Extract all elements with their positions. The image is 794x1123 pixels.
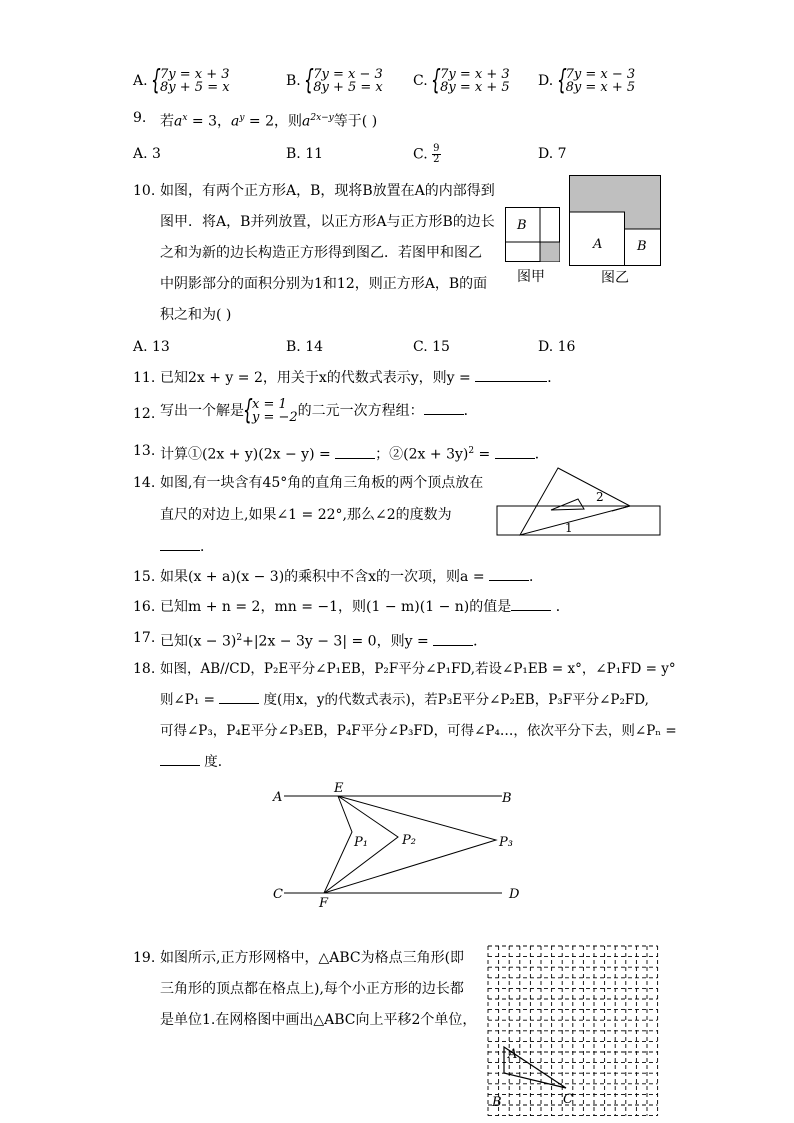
q15-number: 15.: [133, 569, 156, 585]
fig-yi-label-b: B: [637, 239, 647, 254]
q14-answer-line: ．: [160, 537, 214, 557]
label-A: A: [273, 790, 283, 805]
q19-line: 如图所示,正方形网格中，△ABC为格点三角形(即: [160, 950, 465, 966]
q11-number: 11.: [133, 370, 156, 386]
q14-angle-2-label: 2: [596, 490, 604, 504]
q10-option-d[interactable]: D. 16: [538, 339, 576, 355]
label-P1: P₁: [354, 835, 368, 850]
q19-number: 19.: [133, 950, 156, 966]
label-D: D: [509, 887, 520, 902]
q18-answer-blank-1[interactable]: [219, 691, 259, 704]
label-B: B: [502, 791, 512, 806]
q17-answer-blank[interactable]: [433, 633, 473, 646]
fig-yi-label-a: A: [593, 237, 603, 252]
q14-angle-1-label: 1: [565, 521, 573, 535]
label-C: C: [563, 1092, 573, 1107]
q10-option-c[interactable]: C. 15: [413, 339, 450, 355]
q9-option-a[interactable]: A. 3: [133, 146, 161, 162]
label-P2: P₂: [402, 833, 416, 848]
label-P3: P₃: [499, 835, 513, 850]
q14-line: 直尺的对边上,如果∠1 = 22°,那么∠2的度数为: [160, 507, 452, 523]
q12-number: 12.: [133, 406, 156, 422]
q18-line-3: 可得∠P₃，P₄E平分∠P₃EB，P₄F平分∠P₃FD，可得∠P₄…，依次平分下去，则∠Pₙ =: [160, 723, 677, 739]
q10-line: 图甲．将A，B并列放置，以正方形A与正方形B的边长: [160, 214, 495, 230]
label-F: F: [319, 896, 329, 911]
q13-answer-blank-2[interactable]: [495, 446, 535, 459]
q10-number: 10.: [133, 183, 156, 199]
q11-stem: 已知2x + y = 2，用关于x的代数式表示y，则y = ．: [160, 370, 562, 386]
label-C: C: [273, 887, 283, 902]
q13-number: 13.: [133, 443, 156, 459]
label-B: B: [492, 1095, 502, 1110]
q9-option-d[interactable]: D. 7: [538, 146, 567, 162]
q16-answer-blank[interactable]: [511, 598, 551, 611]
figure-jia: [505, 207, 561, 263]
q9-option-c[interactable]: C. $\frac{9}{2}$: [413, 143, 440, 165]
q13-answer-blank-1[interactable]: [335, 446, 375, 459]
q16-number: 16.: [133, 599, 156, 615]
figure-parallel-lines: [270, 780, 530, 911]
fig-jia-label-b: B: [517, 218, 527, 233]
figure-jia-caption: 图甲: [517, 269, 545, 285]
label-A: A: [508, 1047, 518, 1062]
q8-option-b[interactable]: B. { 7y = x − 3 8y + 5 = x: [286, 68, 383, 94]
q9-stem: 若$a^x = 3$，$a^y = 2$，则$a^{2x-y}$等于( ): [160, 113, 378, 130]
q16-stem: 已知m + n = 2，mn = −1，则(1 − m)(1 − n)的值是 ．: [160, 599, 570, 615]
q10-line: 之和为新的边长构造正方形得到图乙．若图甲和图乙: [160, 245, 482, 261]
q18-number: 18.: [133, 661, 156, 677]
q9-option-b[interactable]: B. 11: [286, 146, 324, 162]
q17-stem: 已知$(x - 3)^2+|2x - 3y - 3| = 0$，则y = ．: [160, 633, 488, 650]
q15-stem: 如果(x + a)(x − 3)的乘积中不含x的一次项，则a = ．: [160, 569, 544, 585]
q12-stem: 写出一个解是{ x = 1 y = −2的二元一次方程组： ．: [160, 398, 478, 424]
q10-option-b[interactable]: B. 14: [286, 339, 324, 355]
q18-line-2: 则∠P₁ = 度(用x，y的代数式表示)，若P₃E平分∠P₂EB，P₃F平分∠P₂FD,: [160, 692, 649, 708]
q15-answer-blank[interactable]: [489, 568, 529, 581]
q8-option-a[interactable]: A. { 7y = x + 3 8y + 5 = x: [133, 68, 230, 94]
q18-line-1: 如图，AB//CD，P₂E平分∠P₁EB，P₂F平分∠P₁FD,若设∠P₁EB = x°，∠P₁FD = y°: [160, 661, 676, 677]
figure-yi-caption: 图乙: [601, 270, 629, 286]
q18-answer-blank-2[interactable]: [160, 753, 200, 766]
q8-option-c[interactable]: C. { 7y = x + 3 8y = x + 5: [413, 68, 510, 94]
q19-line: 是单位1.在网格图中画出△ABC向上平移2个单位，: [160, 1012, 477, 1028]
figure-yi: [569, 175, 662, 267]
q14-answer-blank[interactable]: [160, 538, 200, 551]
q17-number: 17.: [133, 630, 156, 646]
q10-option-a[interactable]: A. 13: [133, 339, 170, 355]
label-E: E: [334, 781, 344, 796]
q11-answer-blank[interactable]: [475, 369, 547, 382]
q10-line: 积之和为( ): [160, 307, 232, 323]
grid-lines: [488, 946, 658, 1116]
q13-stem: 计算①(2x + y)(2x − y) = ；②(2x + 3y)$^2$ = ．: [160, 446, 549, 463]
q18-line-4: 度.: [160, 752, 222, 772]
figure-ruler-triangle: [496, 466, 662, 538]
q19-line: 三角形的顶点都在格点上),每个小正方形的边长都: [160, 981, 464, 997]
q14-number: 14.: [133, 475, 156, 491]
q14-line: 如图,有一块含有45°角的直角三角板的两个顶点放在: [160, 475, 484, 491]
q12-answer-blank[interactable]: [424, 402, 464, 415]
q8-option-d[interactable]: D. { 7y = x − 3 8y = x + 5: [538, 68, 635, 94]
figure-grid: [485, 943, 660, 1121]
q9-number: 9.: [133, 110, 147, 126]
q10-line: 如图，有两个正方形A，B，现将B放置在A的内部得到: [160, 183, 495, 199]
q10-line: 中阴影部分的面积分别为1和12，则正方形A，B的面: [160, 276, 488, 292]
